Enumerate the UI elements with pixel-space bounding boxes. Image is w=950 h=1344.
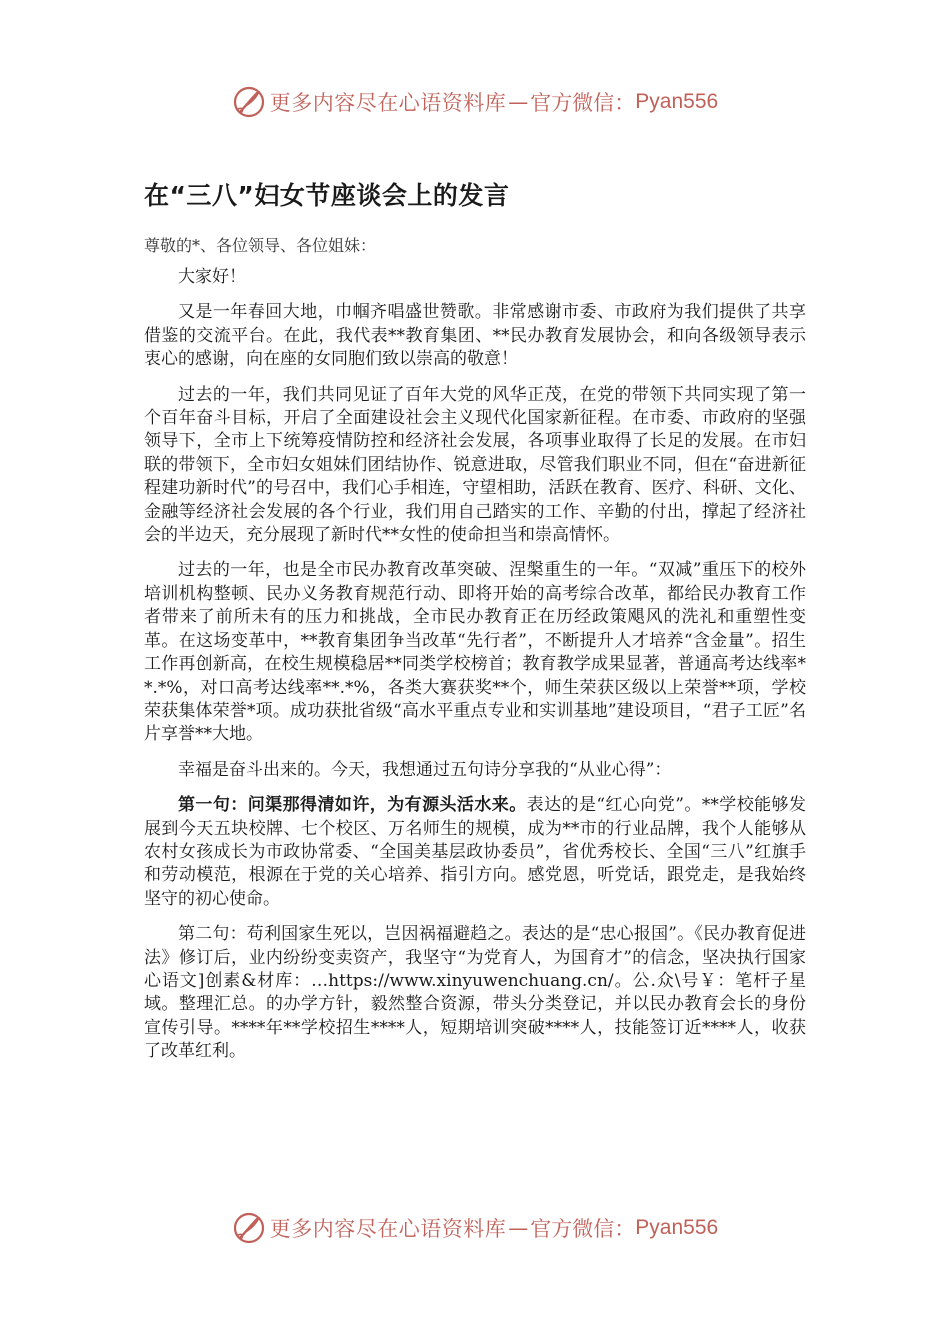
paragraph-3: 过去的一年，也是全市民办教育改革突破、涅槃重生的一年。“双减”重压下的校外培训机构整顿、民办义务教育规范行动、即将开始的高考综合改革，都给民办教育工作者带来了前所未有的压力和挑战，全市民办教育正在历经政策飓风的洗礼和重塑性变革。在这场变革中，**教育集团争当改革“先行者”，不断提升人才培养“含金量”。招生工作再创新高，在校生规模稳居**同类学校榜首；教育教学成果显著，普通高考达线率**.*%，对口高考达线率**.*%，各类大赛获奖**个，师生荣获区级以上荣誉**项，学校荣获集体荣誉*项。成功获批省级“高水平重点专业和实训基地”建设项目，“君子工匠”名片享誉**大地。 <box>144 560 806 745</box>
footer-watermark-banner <box>0 1208 950 1248</box>
banner-separator: — <box>508 90 529 114</box>
header-watermark-banner <box>0 82 950 122</box>
paragraph-5 <box>144 794 806 911</box>
quill-circle-logo-icon <box>232 85 266 119</box>
banner-wechat-id: Pyan556 <box>635 1216 719 1239</box>
document-body <box>144 266 806 1076</box>
salutation: 尊敬的*、各位领导、各位姐妹： <box>144 236 377 255</box>
document-title: 在“三八”妇女节座谈会上的发言 <box>144 181 510 210</box>
paragraph-4: 幸福是奋斗出来的。今天，我想通过五句诗分享我的“从业心得”： <box>178 759 672 780</box>
banner-official-label: 官方微信： <box>530 1217 636 1241</box>
paragraph-hello: 大家好！ <box>178 267 246 287</box>
paragraph-1: 又是一年春回大地，巾帼齐唱盛世赞歌。非常感谢市委、市政府为我们提供了共享借鉴的交流平台。在此，我代表**教育集团、**民办教育发展协会，和向各级领导表示衷心的感谢，向在座的女同胞们致以崇高的敬意！ <box>144 302 806 370</box>
banner-official-label: 官方微信： <box>530 91 636 115</box>
paragraph-6: 第二句：苟利国家生死以，岂因祸福避趋之。表达的是“忠心报国”。《民办教育促进法》修订后，业内纷纷变卖资产，我坚守“为党育人，为国育才”的信念，坚决执行国家心语文]创素&材库：…https://www.xinyuwenchuang.cn/。公.众\号￥：笔杆子星域。整理汇总。的办学方针，毅然整合资源，带头分类登记，并以民办教育会长的身份宣传引导。****年**学校招生****人，短期培训突破****人，技能签订近****人，收获了改革红利。 <box>144 924 806 1062</box>
paragraph-5-lead: 第一句：问渠那得清如许，为有源头活水来。 <box>178 795 527 816</box>
quill-circle-logo-icon <box>232 1211 266 1245</box>
banner-separator: — <box>508 1216 529 1240</box>
banner-main-text: 更多内容尽在心语资料库 <box>269 1217 507 1241</box>
paragraph-2: 过去的一年，我们共同见证了百年大党的风华正茂，在党的带领下共同实现了第一个百年奋斗目标，开启了全面建设社会主义现代化国家新征程。在市委、市政府的坚强领导下，全市上下统筹疫情防控和经济社会发展，各项事业取得了长足的发展。在市妇联的带领下，全市妇女姐妹们团结协作、锐意进取，尽管我们职业不同，但在“奋进新征程建功新时代”的号召中，我们心手相连，守望相助，活跃在教育、医疗、科研、文化、金融等经济社会发展的各个行业，我们用自己踏实的工作、辛勤的付出，撑起了经济社会的半边天，充分展现了新时代**女性的使命担当和崇高情怀。 <box>144 384 806 546</box>
banner-main-text: 更多内容尽在心语资料库 <box>269 91 507 115</box>
paragraph-5-rest: 表达的是“红心向党”。**学校能够发展到今天五块校牌、七个校区、万名师生的规模，成为**市的行业品牌，我个人能够从农村女孩成长为市政协常委、“全国美基层政协委员”，省优秀校长、全国“三八”红旗手和劳动模范，根源在于党的关心培养、指引方向。感党恩，听党话，跟党走，是我始终坚守的初心使命。 <box>144 795 806 909</box>
banner-wechat-id: Pyan556 <box>635 90 719 113</box>
